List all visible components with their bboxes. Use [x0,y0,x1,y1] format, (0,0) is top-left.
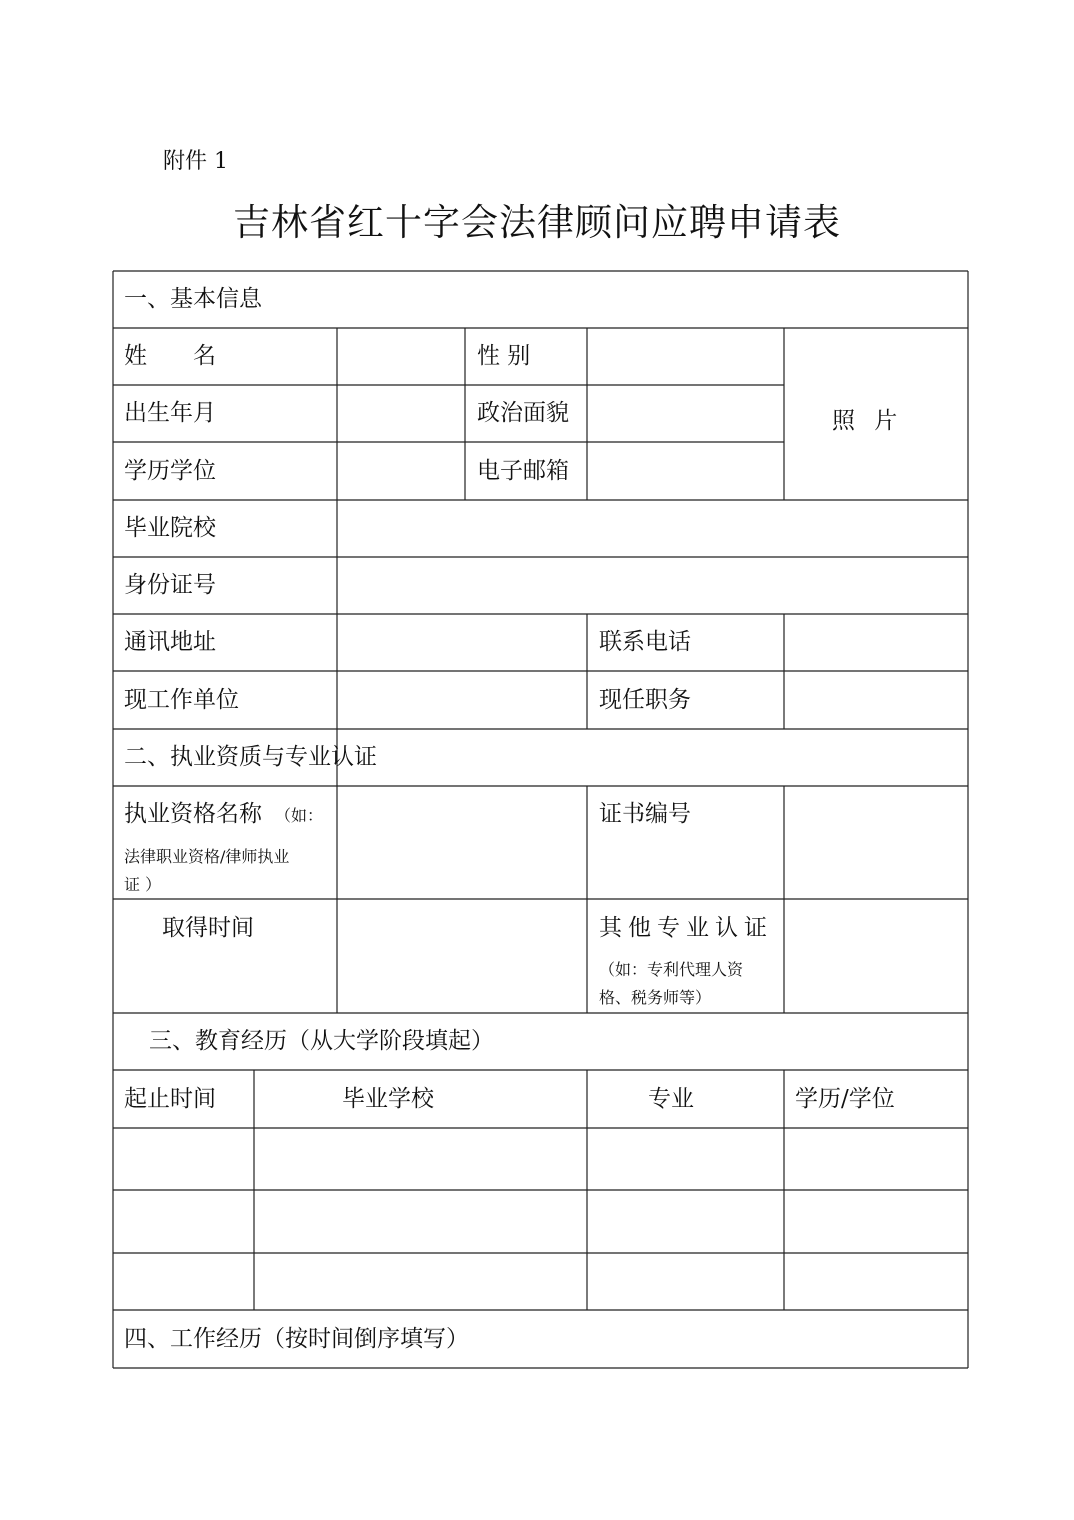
edu-row-3-school[interactable] [255,1254,586,1309]
name-field[interactable] [338,329,464,384]
position-label: 现任职务 [599,687,691,713]
edu-row-1-school[interactable] [255,1129,586,1189]
birth-label: 出生年月 [124,400,216,426]
edu-row-1-major[interactable] [588,1129,783,1189]
obtain-time-field[interactable] [338,900,586,1012]
qualification-note-1: （如： [275,806,324,825]
position-field[interactable] [785,672,967,728]
edu-row-2-degree[interactable] [785,1191,967,1252]
other-cert-field[interactable] [785,900,967,1012]
education-field[interactable] [338,443,464,499]
email-label: 电子邮箱 [477,458,569,484]
school-label: 毕业院校 [124,515,216,541]
qualification-field[interactable] [338,787,586,898]
qualification-note-2: 法律职业资格/律师执业 [124,847,290,866]
edu-row-3-degree[interactable] [785,1254,967,1309]
other-cert-note-1: （如：专利代理人资 [599,960,744,979]
qualification-note-3: 证 ） [124,875,162,894]
address-field[interactable] [338,615,586,670]
edu-row-3-period[interactable] [114,1254,253,1309]
other-cert-note-2: 格、税务师等） [599,988,712,1007]
edu-row-2-period[interactable] [114,1191,253,1252]
edu-row-2-major[interactable] [588,1191,783,1252]
photo-label: 照 片 [832,408,898,434]
edu-row-1-degree[interactable] [785,1129,967,1189]
column-header-major: 专业 [648,1086,694,1112]
cert-number-field[interactable] [785,787,967,898]
phone-field[interactable] [785,615,967,670]
section3-heading: 三、教育经历（从大学阶段填起） [149,1028,494,1054]
gender-field[interactable] [588,329,783,384]
section1-heading: 一、基本信息 [124,286,262,312]
birth-field[interactable] [338,386,464,441]
phone-label: 联系电话 [599,629,691,655]
column-header-period: 起止时间 [124,1086,216,1112]
cert-number-label: 证书编号 [599,801,691,827]
employer-label: 现工作单位 [124,687,239,713]
edu-row-3-major[interactable] [588,1254,783,1309]
qualification-label: 执业资格名称 [124,801,262,827]
edu-row-2-school[interactable] [255,1191,586,1252]
name-label: 姓 名 [124,343,216,369]
gender-label: 性 别 [477,343,531,369]
political-field[interactable] [588,386,783,441]
edu-row-1-period[interactable] [114,1129,253,1189]
education-label: 学历学位 [124,458,216,484]
id-label: 身份证号 [124,572,216,598]
attachment-label: 附件 1 [163,149,228,174]
id-field[interactable] [338,558,967,613]
email-field[interactable] [588,443,783,499]
address-label: 通讯地址 [124,629,216,655]
obtain-time-label: 取得时间 [162,915,254,941]
other-cert-label: 其他专业认证 [599,915,773,941]
section4-heading: 四、工作经历（按时间倒序填写） [124,1326,469,1352]
form-title: 吉林省红十字会法律顾问应聘申请表 [233,201,841,244]
employer-field[interactable] [338,672,586,728]
section2-heading: 二、执业资质与专业认证 [124,744,377,770]
school-field[interactable] [338,501,967,556]
political-label: 政治面貌 [477,400,569,426]
column-header-school: 毕业学校 [342,1086,434,1112]
column-header-degree: 学历/学位 [795,1086,895,1112]
